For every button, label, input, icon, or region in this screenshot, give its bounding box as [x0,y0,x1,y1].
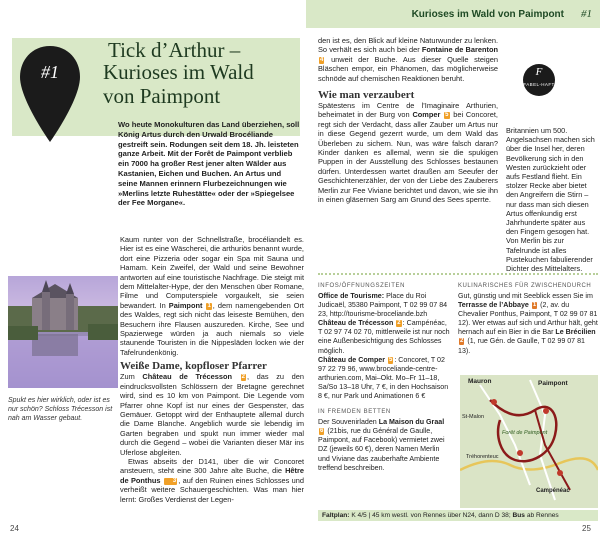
food-caption: KULINARISCHES FÜR ZWISCHENDURCH [458,283,592,289]
map-tag: 1 [532,302,537,309]
map-label-stmalon: St-Malon [462,414,485,420]
photo-caption: Spukt es hier wirklich, oder ist es nur schön? Schloss Trécesson ist nah am Wasser gebaut. [8,397,113,422]
map-label-forest: Forêt de Paimpont [502,430,548,436]
divider [318,273,598,275]
pin-label: #1 [41,62,59,82]
right-column [318,36,498,205]
info-caption: INFOS/ÖFFNUNGSZEITEN [318,283,405,289]
map-label-paimpont: Paimpont [538,380,568,387]
section-heading: Wie man verzaubert [318,89,415,102]
paragraph-2: Zum Château de Trécesson 2 , das zu den eindrucksvollsten Schlössern der Bretagne gerechnet wird, sind es 10 km von Paimpont. Die Legende vom Pfarrer ohne Kopf ist nur eines der Gespenster, das Gemäuer. Getoppt wird der Enthauptete allemal durch die Dame Blanche. Angeblich wurde sie lebendig im Garten begraben und spukt nun immer wieder mal durch die Gegend – wobei die Varianten dieser Mär ins Uferlose abgleiten. [120,372,304,457]
fabelhaft-badge-label: FABEL-HAFT [523,82,555,87]
left-column [120,235,304,504]
paragraph-1: Kaum runter von der Schnellstraße, brocéliandelt es. Hier ist es eine Wäscherei, die arthuriös benannt wurde, dort eine Pizzeria oder sogar ein Spa mit Sauna und Hamam. Kein Zweifel, der Wald und seine Bewohner antworten auf eine touristische Nachfrage. Die steigt mit dem Mittelalter-Hype, der den Menschen über Romane, Filme und Computerspiele vorgaukelt, sie seien bewandert. In Paimpont 1 , dem namengebenden Ort des Waldes, regt sich nicht das leiseste Bemühen, den Besuchern ihre Flausen auszureden. Kirche, See und Spazierwege würden ja auch niemals so viele staunende Touristen in die Nippesläden locken wie der Tafelrundenkönig. [120,235,304,357]
map-tag: 2 [397,320,401,327]
page-number-right: 25 [582,524,591,533]
map-tag: 6 [320,428,324,435]
paragraph-5: Spätestens im Centre de l’Imaginaire Arthurien, beheimatet in der Burg von Comper 5 bei Concoret, regt sich der Verdacht, dass aller Zauber um Artus nur in diese Gegend gezerrt wurde, um dem Wald das Überleben zu sichern. Nun, was wäre falsch daran? Kinder danken es allemal, wenn sie die spukigen Puppen in der Ausstellung des Schlosses bestaunen dürfen. Unterdessen wartet draußen am Seeufer der Geschichtenerzähler, der von der Liebe des Zauberers Merlin zur Fee Viviane berichtet und davon, wie sie ihn in einen gläsernen Sarg am Grund des Sees sperrte. [318,101,498,205]
info-box [318,283,452,473]
intro-text: Wo heute Monokulturen das Land überziehen, soll König Artus durch den Urwald Brocéliande gestreift sein. Rodungen seit dem 18. Jh. leisteten ganze Arbeit. Mit der Forêt de Paimpont verblieb ein 7000 ha großer Rest jener alten Wälder aus Kastanien, Eichen und Buchen. An Artus und seine Mannen erinnern Flurbezeichnungen wie »Merlins letzte Ruhestätte« oder der »Spiegelsee der Fee Morgane«. [118,120,300,208]
page-title-line2: Kurioses im Wald [103,60,254,84]
map-tag: 5 [445,112,449,119]
place-paimpont: Paimpont [168,300,203,310]
fabelhaft-text: Britannien um 500. Angelsachsen machen sich über die Insel her, deren Bevölkerung sich in den Westen zurückzieht oder aufs Festland flieht. Ein stolzer Recke aber bietet den Angreifern die Stirn – nur dass man sich diesen Artus offenkundig erst Jahrhunderte später aus den Fingern gesogen hat. Von Merlin bis zur Tafelrunde ist alles Pustekuchen fabulierender Dichter des Mittelalters. [506,126,595,274]
fabelhaft-badge-letter: F [535,66,543,78]
header-number: #1 [581,8,592,20]
section-heading: Weiße Dame, kopfloser Pfarrer [120,360,267,373]
info-caption-beds: IN FREMDEN BETTEN [318,409,391,416]
food-box [458,283,598,356]
map-tag: 5 [389,356,393,363]
paragraph-4: den ist es, den Blick auf kleine Naturwunder zu lenken. So verhält es sich auch bei der Fontaine de Barenton 4 unweit der Buche. Aus dieser Quelle steigen Bläschen empor, ein Phänomen, das möglicherweise schnöde auf chemischen Reaktionen beruht. [318,36,498,83]
map-tag: 3 [164,478,177,485]
page-title-line1: Tick d’Arthur – [108,38,241,62]
area-map [460,375,598,508]
page-number-left: 24 [10,524,19,533]
map-tag: 4 [320,56,324,63]
map-label-campeneac: Campénéac [536,488,570,494]
info-office: Office de Tourisme: Place du Roi Judicaël, 35380 Paimpont, T 02 99 07 84 23, http://tourisme-broceliande.bzh Château de Trécesson 2 : Campénéac, T 02 97 74 02 70, mittlerweile ist nur noch eine Außenbesichtigung des Schlosses möglich. Château de Comper 5 : Concoret, T 02 97 22 79 96, www.broceliande-centre-arthurien.com, Mai–Okt. Mo–Fr 11–18, Sa/So 13–18 Uhr, 7 €, in den Hochsaison 8 €, nur Park und Animationen 6 € [318,292,450,401]
page-title-line3: von Paimpont [103,84,221,108]
paragraph-3: Etwas abseits der D141, über die wir Concoret ansteuern, steht eine 300 Jahre alte Buche, die Hêtre de Ponthus 3 , auf den Ruinen eines Schlosses und verheißt weitere Schauergeschichten. Was man hier lernt: Großes Verdienst der Legen- [120,456,304,504]
page-title [103,60,254,108]
map-tag: 1 [207,302,211,309]
location-pin-icon [18,44,82,144]
faltplan-bar: Faltplan: K 4/5 | 45 km westl. von Rennes über N24, dann D 38; Bus ab Rennes [318,510,598,521]
map-tag: 2 [460,338,464,345]
header-title: Kurioses im Wald von Paimpont [411,9,564,20]
map-label-trehorenteuc: Tréhorenteuc [466,454,499,460]
castle-photo [8,276,118,388]
food-text: Gut, günstig und mit Seeblick essen Sie im Terrasse de l’Abbaye 1 (2, av. du Chevalier Ponthus, Paimpont, T 02 99 07 81 12). Wer etwas auf sich und Arthur hält, geht hernach auf ein Bier in die Bar Le Brécilien 2 (1, rue Gén. de Gaulle, T 02 99 07 81 13). [458,292,598,355]
map-tag: 2 [241,374,245,381]
info-beds: Der Souvenirladen La Maison du Graal 6 (21bis, rue du Général de Gaulle, Paimpont, auf Facebook) vermietet zwei DZ (jeweils 60 €), deren Namen Merlin und Viviane das zauberhafte Ambiente treffend beschreiben. [318,418,445,472]
map-label-mauron: Mauron [468,378,492,385]
